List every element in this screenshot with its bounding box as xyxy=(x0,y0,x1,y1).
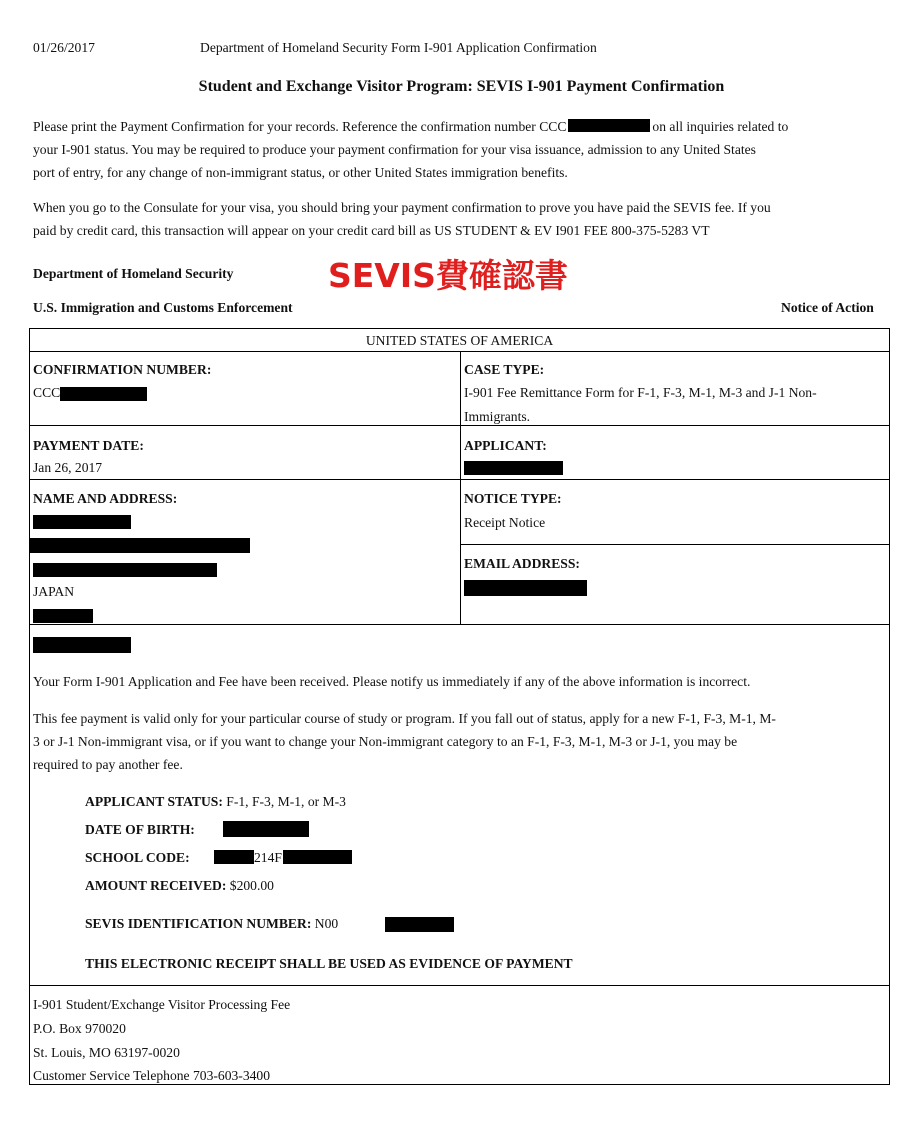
redacted-name xyxy=(33,515,131,529)
country-header: UNITED STATES OF AMERICA xyxy=(365,333,554,348)
redacted-address-line2 xyxy=(33,563,217,577)
footer-line4: Customer Service Telephone 703-603-3400 xyxy=(33,1068,271,1083)
case-type-line1: I-901 Fee Remittance Form for F-1, F-3, M-1, M-3 and J-1 Non- xyxy=(464,385,817,400)
footer-line2: P.O. Box 970020 xyxy=(33,1021,126,1036)
redacted-address-line1 xyxy=(30,538,250,553)
applicant-status-row xyxy=(85,794,346,810)
redacted-sevis-id xyxy=(385,917,454,932)
intro-p2-line2: paid by credit card, this transaction will appear on your credit card bill as US STUDENT & EV I901 FEE 800-375-5283 VT xyxy=(33,223,710,238)
case-type-label: CASE TYPE: xyxy=(464,362,545,377)
redacted-dob xyxy=(223,821,309,837)
redacted-phone xyxy=(33,637,131,653)
redacted-school-code-b xyxy=(283,850,352,864)
school-code-label: SCHOOL CODE: xyxy=(85,850,190,865)
redacted-confirmation-number xyxy=(568,119,650,132)
intro-line3: port of entry, for any change of non-immigrant status, or other United States immigration benefits. xyxy=(33,165,568,180)
dob-label: DATE OF BIRTH: xyxy=(85,822,195,837)
validity-paragraph xyxy=(33,707,889,776)
applicant-label: APPLICANT: xyxy=(464,438,547,453)
sevis-fee-stamp: SEVIS費確認書 xyxy=(328,256,568,295)
name-address-label: NAME AND ADDRESS: xyxy=(33,491,178,506)
validity-line2: 3 or J-1 Non-immigrant visa, or if you want to change your Non-immigrant category to an F-1, F-3, M-1, M-3 or J-1, you may be xyxy=(33,734,738,749)
received-notice: Your Form I-901 Application and Fee have been received. Please notify us immediately if any of the above information is incorrect. xyxy=(33,674,751,689)
footer-line3: St. Louis, MO 63197-0020 xyxy=(33,1045,180,1060)
divider-column xyxy=(460,351,461,625)
applicant-status-value: F-1, F-3, M-1, or M-3 xyxy=(226,794,346,809)
notice-type-value: Receipt Notice xyxy=(464,515,546,530)
sevis-id-prefix: N00 xyxy=(314,916,339,931)
school-code-partial: 214F xyxy=(254,850,282,865)
divider-row3 xyxy=(29,624,890,625)
intro-paragraph-1 xyxy=(33,115,893,184)
divider-notice-email xyxy=(460,544,890,545)
evidence-statement: THIS ELECTRONIC RECEIPT SHALL BE USED AS EVIDENCE OF PAYMENT xyxy=(85,956,573,971)
divider-row1 xyxy=(29,425,890,426)
sevis-id-label: SEVIS IDENTIFICATION NUMBER: xyxy=(85,916,312,931)
header-title: Department of Homeland Security Form I-901 Application Confirmation xyxy=(200,40,597,55)
amount-label: AMOUNT RECEIVED: xyxy=(85,878,227,893)
agency-ice: U.S. Immigration and Customs Enforcement xyxy=(33,300,293,315)
divider-row2 xyxy=(29,479,890,480)
redacted-confirmation xyxy=(60,387,147,401)
sevis-id-row xyxy=(85,916,338,932)
header-date: 01/26/2017 xyxy=(33,40,95,55)
intro-line1-a: Please print the Payment Confirmation for your records. Reference the confirmation number CCC xyxy=(33,119,567,134)
page-title: Student and Exchange Visitor Program: SEVIS I-901 Payment Confirmation xyxy=(198,78,725,95)
intro-p2-line1: When you go to the Consulate for your visa, you should bring your payment confirmation to prove you have paid the SEVIS fee. If you xyxy=(33,200,771,215)
amount-value: $200.00 xyxy=(229,878,274,893)
agency-dhs: Department of Homeland Security xyxy=(33,266,234,281)
applicant-status-label: APPLICANT STATUS: xyxy=(85,794,223,809)
intro-paragraph-2 xyxy=(33,196,893,242)
case-type-line2: Immigrants. xyxy=(464,409,531,424)
confirmation-number-prefix: CCC xyxy=(33,385,61,400)
redacted-email xyxy=(464,580,587,596)
divider-footer xyxy=(29,985,890,986)
validity-line3: required to pay another fee. xyxy=(33,757,183,772)
address-country: JAPAN xyxy=(33,584,75,599)
notice-type-label: NOTICE TYPE: xyxy=(464,491,562,506)
redacted-postal xyxy=(33,609,93,623)
amount-row xyxy=(85,878,274,894)
footer-line1: I-901 Student/Exchange Visitor Processing Fee xyxy=(33,997,291,1012)
notice-of-action: Notice of Action xyxy=(781,300,874,315)
payment-date-label: PAYMENT DATE: xyxy=(33,438,144,453)
intro-line2: your I-901 status. You may be required to produce your payment confirmation for your visa issuance, admission to any United States xyxy=(33,142,756,157)
intro-line1-b: on all inquiries related to xyxy=(652,119,789,134)
validity-line1: This fee payment is valid only for your particular course of study or program. If you fall out of status, apply for a new F-1, F-3, M-1, M- xyxy=(33,711,776,726)
redacted-applicant xyxy=(464,461,563,475)
payment-date-value: Jan 26, 2017 xyxy=(33,460,103,475)
confirmation-number-label: CONFIRMATION NUMBER: xyxy=(33,362,212,377)
email-label: EMAIL ADDRESS: xyxy=(464,556,580,571)
redacted-school-code-a xyxy=(214,850,254,864)
